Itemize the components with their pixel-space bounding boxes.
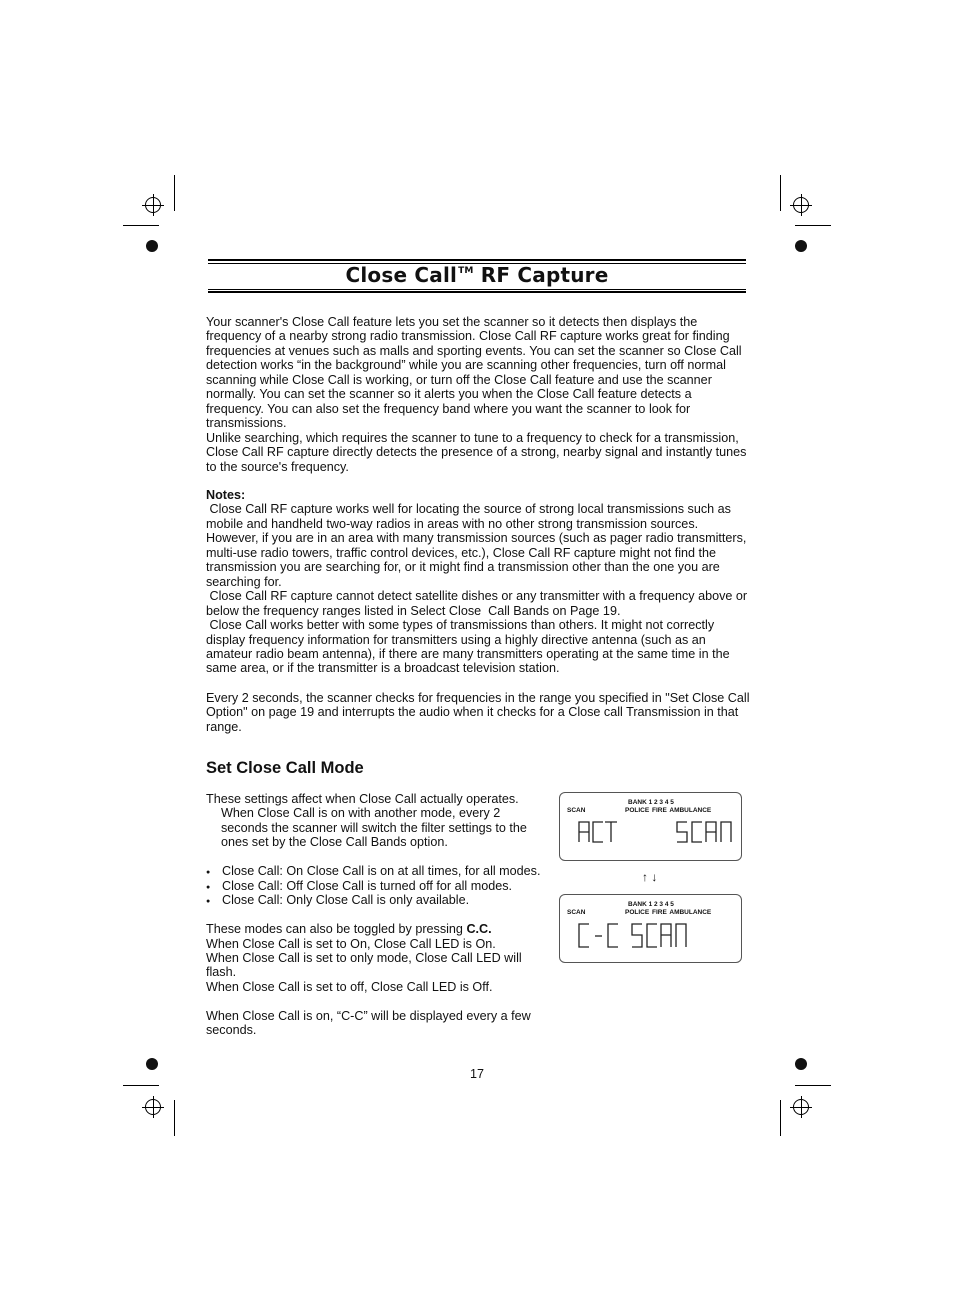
interval-paragraph [206,691,751,734]
title-rule-bottom-thin [208,289,746,290]
title-rule-top [208,259,746,261]
lcd-category-indicators: POLICE FIRE AMBULANCE [625,909,712,916]
registration-target-icon [793,1099,809,1115]
led-only-text: When Close Call is set to only mode, Close Call LED will flash. [206,950,522,980]
crop-mark [123,225,159,226]
lcd-bank-indicator: BANK 1 2 3 4 5 [628,799,674,806]
settings-intro: These settings affect when Close Call actually operates. [206,792,519,806]
title-rest: RF Capture [473,263,609,287]
note-item: Close Call works better with some types of transmissions than others. It might not correctly display frequency information for transmitters using a highly directive antenna (such as an amateur radio beam antenna), if there are many transmitters operating at the same time in the same area, or if the transmitter is a broadcast television station. [206,618,734,676]
mode-bullet: ● Close Call: Off Close Call is turned off for all modes. [206,879,541,893]
toggle-paragraph [206,922,541,936]
led-off-text: When Close Call is set to off, Close Call LED is Off. [206,979,493,994]
lcd-segment-text [560,895,741,962]
intro-text [206,315,751,474]
settings-detail: When Close Call is on with another mode, every 2 seconds the scanner will switch the filter settings to the ones set by the Close Call Bands option. [221,806,527,850]
crop-mark [123,1085,159,1086]
cc-key-label: C.C. [466,922,492,937]
page-title [208,263,746,287]
mode-bullet: ● Close Call: Only Close Call is only available. [206,893,541,907]
trademark-mark: TM [458,266,474,276]
lcd-category-indicators: POLICE FIRE AMBULANCE [625,807,712,814]
crop-mark [795,225,831,226]
lcd-display-act-scan [559,792,742,861]
registration-dot-icon [146,240,158,252]
intro-paragraph: Your scanner's Close Call feature lets you set the scanner so it detects then displays the frequency of a nearby strong radio transmission. Close Call RF capture works great for finding frequencies at venues such as malls and sporting events. You can set the scanner so Close Call detection works “in the background” while you are scanning other frequencies, turn off normal scanning while Close Call is working, or turn off the Close Call feature and use the scanner normally. You can set the scanner so it alerts you when the Close Call feature detects a frequency. You can also set the frequency band where you want the scanner to look for transmissions. [206,315,742,431]
lcd-scan-indicator: SCAN [567,909,586,916]
registration-dot-icon [146,1058,158,1070]
registration-dot-icon [795,1058,807,1070]
interval-text: Every 2 seconds, the scanner checks for frequencies in the range you specified in "Set Close Call Option" on page 19 and interrupts the audio when it checks for a Close call Transmission in that range. [206,691,750,734]
toggle-text: These modes can also be toggled by pressing [206,922,467,937]
registration-dot-icon [795,240,807,252]
registration-target-icon [145,1099,161,1115]
settings-text [206,792,541,1038]
note-item: Close Call RF capture cannot detect satellite dishes or any transmitter with a frequency above or below the frequency ranges listed in Select Close Call Bands on Page 19. [206,589,751,618]
toggle-arrows-icon: ↑ ↓ [642,870,658,884]
section-heading: Set Close Call Mode [206,759,364,777]
note-item: Close Call RF capture works well for locating the source of strong local transmissions such as mobile and handheld two-way radios in areas with no other strong transmission sources. However, if you are in an area with many transmission sources (such as pager radio transmitters, multi-use radio towers, traffic control devices, etc.), Close Call RF capture might not find the transmission you are searching for, or it might find a transmission other than the one you are searching for. [206,502,750,589]
lcd-bank-indicator: BANK 1 2 3 4 5 [628,901,674,908]
registration-target-icon [793,197,809,213]
crop-mark [780,1100,781,1136]
lcd-segment-text [560,793,741,860]
intro-paragraph: Unlike searching, which requires the scanner to tune to a frequency to check for a transmission, Close Call RF capture directly detects the presence of a strong, nearby signal and instantly tunes to the source's frequency. [206,430,747,474]
led-on-text: When Close Call is set to On, Close Call LED is On. [206,936,496,951]
cc-display-text: When Close Call is on, “C-C” will be displayed every a few seconds. [206,1008,531,1038]
page-number: 17 [469,1067,484,1081]
notes-block [206,488,751,676]
title-rule-bottom [208,291,746,293]
lcd-display-cc-scan [559,894,742,963]
mode-bullet: ● Close Call: On Close Call is on at all times, for all modes. [206,864,541,878]
lcd-scan-indicator: SCAN [567,807,586,814]
crop-mark [780,175,781,211]
crop-mark [174,175,175,211]
crop-mark [795,1085,831,1086]
registration-target-icon [145,197,161,213]
title-main: Close Call [345,263,458,287]
notes-heading: Notes: [206,488,246,502]
crop-mark [174,1100,175,1136]
